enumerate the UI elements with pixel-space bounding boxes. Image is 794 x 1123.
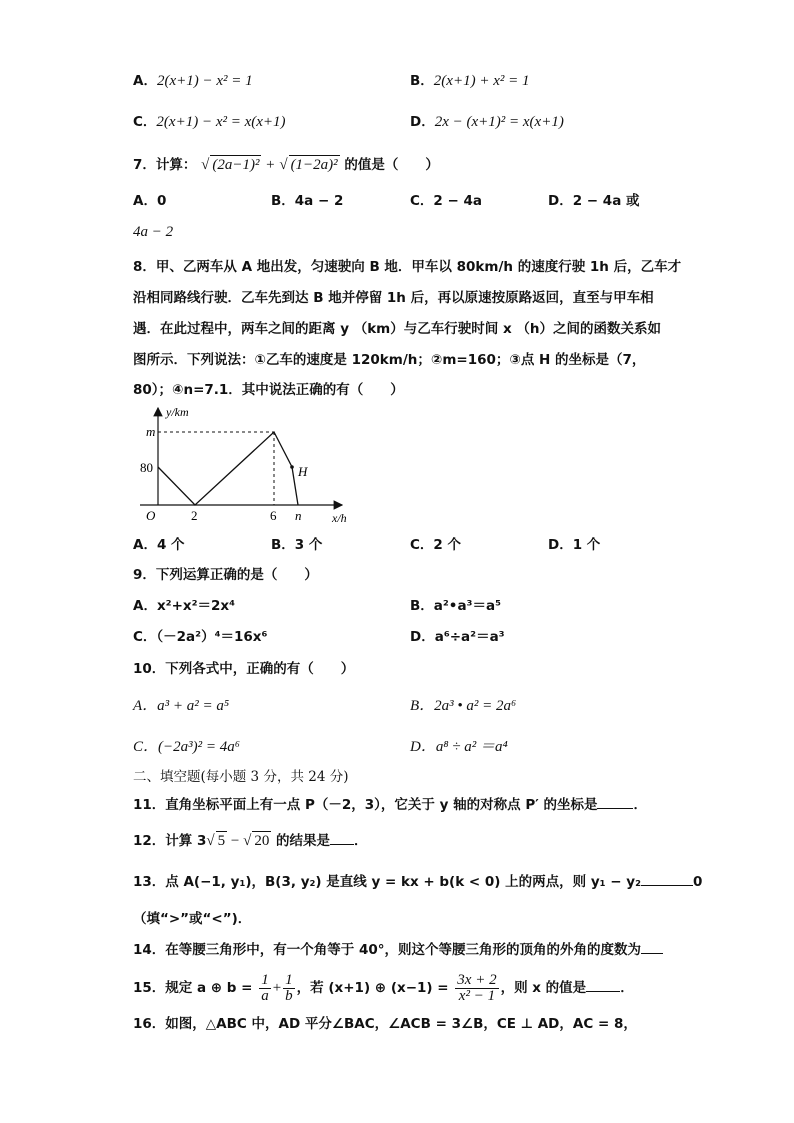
q10-option-d: D．a⁸ ÷ a² ＝a⁴ (410, 739, 508, 755)
q15-answer-blank[interactable] (586, 991, 620, 992)
q10-stem: 10．下列各式中，正确的有（ ） (133, 661, 355, 677)
q14-answer-blank[interactable] (641, 953, 663, 954)
q7-option-b: B．4a − 2 (271, 193, 344, 209)
graph-m-label: m (146, 424, 156, 439)
q9-option-a: A．x²+x²＝2x⁴ (133, 598, 236, 614)
q8-distance-time-graph (0, 0, 794, 540)
q8-option-d: D．1 个 (548, 537, 601, 553)
graph-80-label: 80 (140, 460, 153, 475)
q13-text: 13．点 A(−1, y₁)，B(3, y₂) 是直线 y = kx + b(k < 0) 上的两点，则 y₁ − y₂ 0 (133, 874, 703, 890)
q8-line-5: 80）；④n=7.1．其中说法正确的有（ ） (133, 382, 404, 398)
q11-text: 11．直角坐标平面上有一点 P（－2，3），它关于 y 轴的对称点 P′ 的坐标是 ． (133, 797, 647, 813)
q14-text: 14．在等腰三角形中，有一个角等于 40°，则这个等腰三角形的顶角的外角的度数为 (133, 941, 663, 959)
graph-distance-polyline (158, 432, 298, 505)
q8-option-b: B．3 个 (271, 537, 323, 553)
q8-option-a: A．4 个 (133, 537, 185, 553)
q6-option-a: A．2(x+1) − x² = 1 (133, 73, 253, 89)
graph-point-h (290, 465, 294, 469)
q6-option-d: D．2x − (x+1)² = x(x+1) (410, 114, 564, 130)
q6-option-b: B．2(x+1) + x² = 1 (410, 73, 530, 89)
q8-line-1: 8．甲、乙两车从 A 地出发，匀速驶向 B 地．甲车以 80km/h 的速度行驶 1h 后，乙车才 (133, 259, 682, 275)
graph-h-label: H (298, 464, 308, 479)
q10-option-a: A．a³ + a² = a⁵ (133, 698, 230, 714)
q9-option-c: C．（－2a²）⁴＝16x⁶ (133, 629, 268, 645)
q7-option-a: A．0 (133, 193, 167, 209)
q6-option-c: C．2(x+1) − x² = x(x+1) (133, 114, 286, 130)
q8-line-2: 沿相同路线行驶．乙车先到达 B 地并停留 1h 后，再以原速按原路返回，直至与甲车相 (133, 290, 654, 306)
graph-origin-label: O (146, 508, 156, 523)
q7-option-c: C．2 − 4a (410, 193, 483, 209)
q10-option-b: B．2a³ • a² = 2a⁶ (410, 698, 517, 714)
q15-text: 15．规定 a ⊕ b = $\frac{1}{a}$ + $\frac{1}{b}$ ，若 (x+1) ⊕ (x−1) = $\frac{3x + 2}{\text{x² − 1}}$ ，则 x 的值是 ． (133, 971, 634, 1004)
section-2-heading: 二、填空题(每小题 3 分，共 24 分) (133, 769, 349, 785)
q8-option-c: C．2 个 (410, 537, 462, 553)
q7-stem: 7．计算： √ (2a−1)² + √ (1−2a)² 的值是（ ） (133, 157, 439, 173)
q12-text: 12．计算 3√ 5 − √ 20 的结果是 ． (133, 833, 368, 849)
q13-line-2: （填“>”或“<”)． (133, 911, 252, 927)
graph-x6-label: 6 (270, 508, 277, 523)
q8-line-3: 遇．在此过程中，两车之间的距离 y （km）与乙车行驶时间 x （h）之间的函数关系如 (133, 321, 661, 337)
graph-x-axis-label: x/h (332, 511, 347, 525)
q16-text: 16．如图，△ABC 中，AD 平分∠BAC，∠ACB = 3∠B，CE ⊥ AD，AC = 8， (133, 1016, 637, 1032)
q11-answer-blank[interactable] (597, 808, 633, 809)
q13-answer-blank[interactable] (641, 885, 693, 886)
q9-stem: 9．下列运算正确的是（ ） (133, 567, 318, 583)
graph-y-axis-label: y/km (166, 405, 189, 419)
q10-option-c: C．(−2a³)² = 4a⁶ (133, 739, 240, 755)
q12-answer-blank[interactable] (330, 844, 354, 845)
graph-n-label: n (295, 508, 302, 523)
graph-x2-label: 2 (191, 508, 198, 523)
q7-option-d: D．2 − 4a 或 (548, 193, 640, 209)
q9-option-b: B．a²•a³＝a⁵ (410, 598, 501, 614)
q8-line-4: 图所示．下列说法：①乙车的速度是 120km/h；②m=160；③点 H 的坐标是（7， (133, 352, 646, 368)
q7-option-d-cont: 4a − 2 (133, 224, 174, 240)
q9-option-d: D．a⁶÷a²＝a³ (410, 629, 505, 645)
